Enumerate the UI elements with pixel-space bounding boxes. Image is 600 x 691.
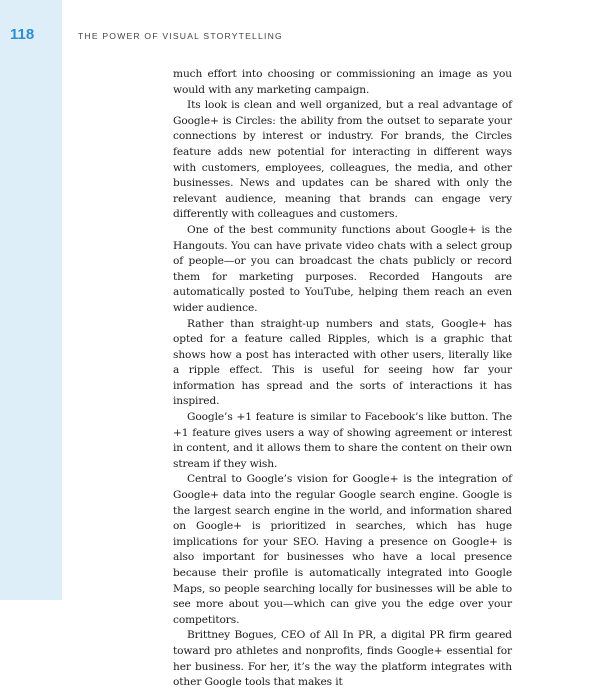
paragraph: Central to Google’s vision for Google+ is the integration of Google+ data into the regular Google search engine. Google is the largest search engine in the world, and information shared on Google+ is prioritized in searches, which has huge implications for your SEO. Having a presence on Google+ is also important for businesses who have a local presence because their profile is automatically integrated into Google Maps, so people searching locally for businesses will be able to see more about you—which can give you the edge over your competitors. (173, 473, 512, 626)
paragraph: Rather than straight-up numbers and stats, Google+ has opted for a feature called Ripples, which is a graphic that shows how a post has interacted with other users, literally like a ripple effect. This is useful for seeing how far your information has spread and the sorts of interactions it has inspired. (173, 317, 512, 408)
body-text (173, 67, 512, 691)
running-head: THE POWER OF VISUAL STORYTELLING (78, 31, 283, 41)
paragraph: Its look is clean and well organized, but a real advantage of Google+ is Circles: the ability from the outset to separate your connections by interest or industry. For brands, the Circles feature adds new potential for interacting in different ways with customers, employees, colleagues, the media, and other businesses. News and updates can be shared with only the relevant audience, meaning that brands can engage very differently with colleagues and customers. (173, 99, 512, 221)
paragraph: much effort into choosing or commissioning an image as you would with any marketing campaign. (173, 68, 512, 96)
paragraph: Google’s +1 feature is similar to Facebook’s like button. The +1 feature gives users a way of showing agreement or interest in content, and it allows them to share the content on their own stream if they wish. (173, 411, 512, 470)
page-number: 118 (10, 26, 35, 43)
paragraph: One of the best community functions about Google+ is the Hangouts. You can have private video chats with a select group of people—or you can broadcast the chats publicly or record them for marketing purposes. Recorded Hangouts are automatically posted to YouTube, helping them reach an even wider audience. (173, 223, 512, 314)
paragraph: Brittney Bogues, CEO of All In PR, a digital PR firm geared toward pro athletes and nonprofits, finds Google+ essential for her business. For her, it’s the way the platform integrates with other Google tools that makes it (173, 629, 512, 689)
margin-band (0, 0, 62, 600)
